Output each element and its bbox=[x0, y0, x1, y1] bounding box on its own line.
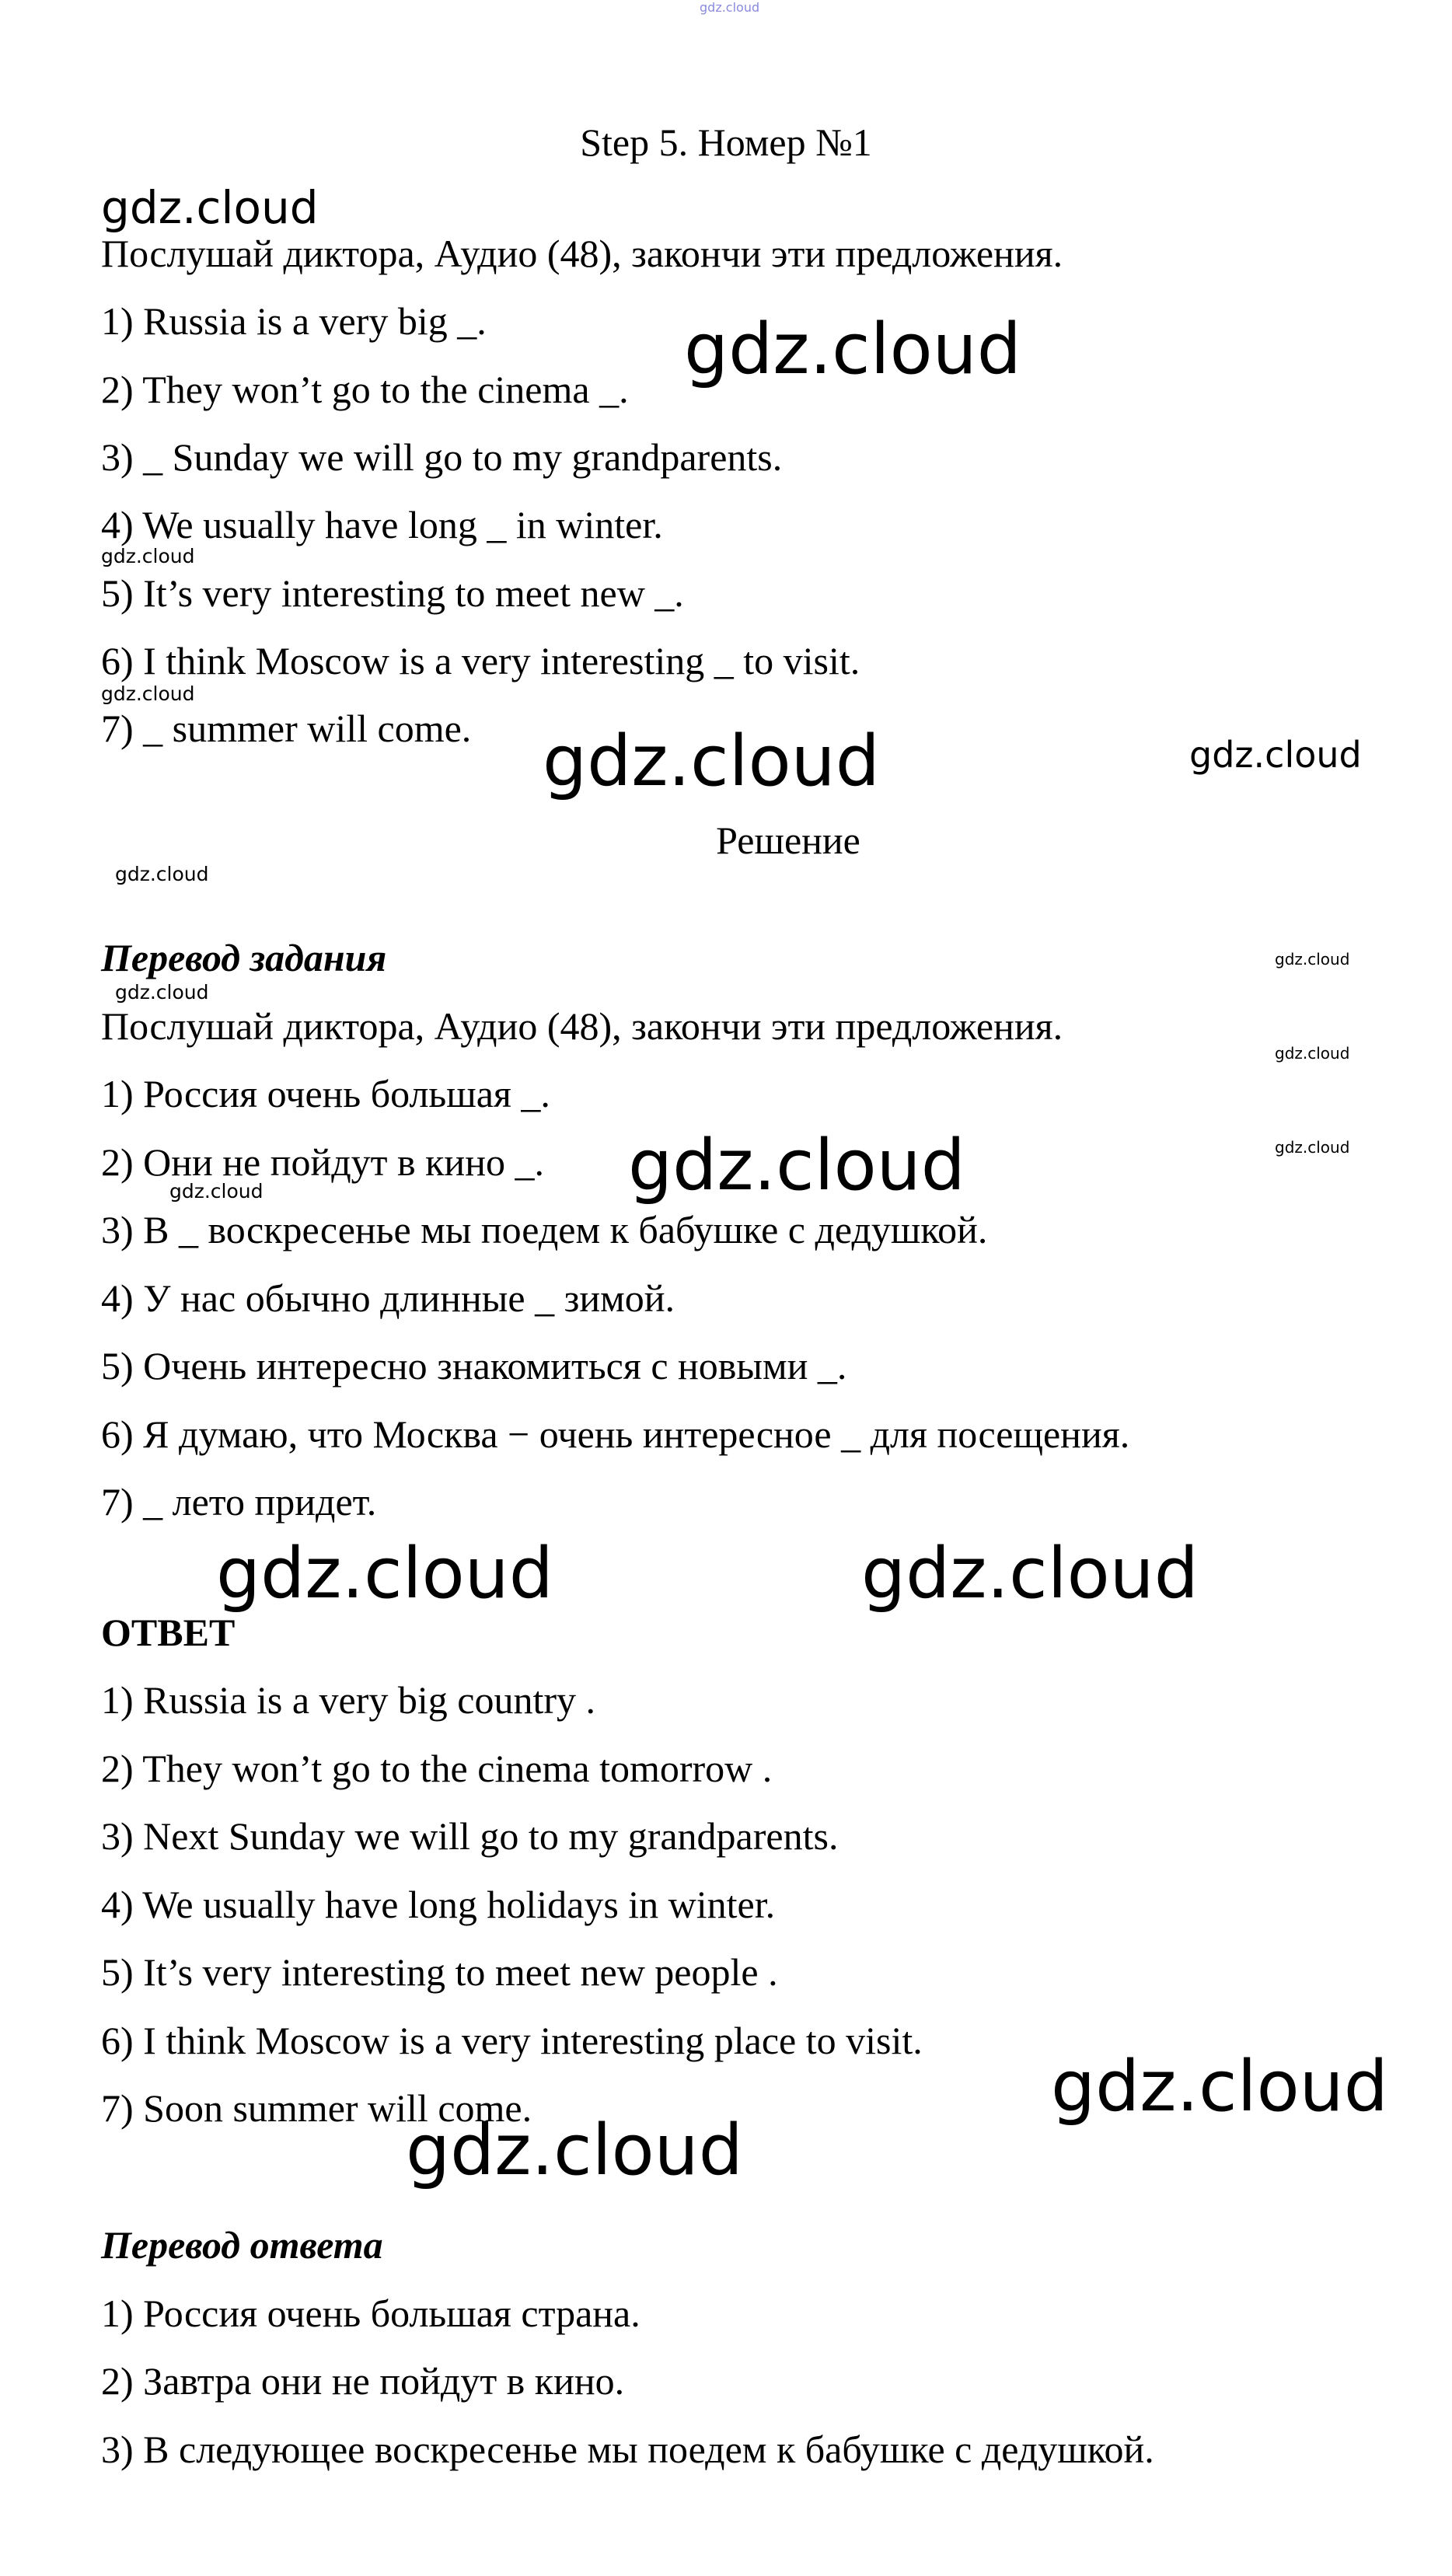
answer-item: 4) We usually have long holidays in winter. bbox=[101, 1883, 776, 1926]
answer-item: 5) It’s very interesting to meet new people . bbox=[101, 1950, 778, 1994]
translation-item: 4) У нас обычно длинные _ зимой. bbox=[101, 1276, 675, 1320]
translation-heading: Перевод задания bbox=[101, 936, 387, 979]
answer-translation-item: 2) Завтра они не пойдут в кино. bbox=[101, 2359, 625, 2403]
page-title: Step 5. Номер №1 bbox=[580, 120, 872, 164]
watermark: gdz.cloud bbox=[169, 1180, 264, 1202]
translation-item: 7) _ лето придет. bbox=[101, 1480, 377, 1524]
translation-instruction: Послушай диктора, Аудио (48), закончи эти предложения. bbox=[101, 1004, 1063, 1048]
watermark: gdz.cloud bbox=[406, 2110, 743, 2191]
watermark: gdz.cloud bbox=[1051, 2046, 1388, 2127]
watermark: gdz.cloud bbox=[543, 721, 880, 802]
task-instruction: Послушай диктора, Аудио (48), закончи эти предложения. bbox=[101, 232, 1063, 275]
watermark: gdz.cloud bbox=[1189, 734, 1362, 776]
translation-item: 3) В _ воскресенье мы поедем к бабушке с дедушкой. bbox=[101, 1208, 988, 1251]
answer-heading: ОТВЕТ bbox=[101, 1611, 236, 1654]
watermark: gdz.cloud bbox=[216, 1533, 553, 1614]
watermark: gdz.cloud bbox=[1275, 1138, 1350, 1157]
answer-item: 6) I think Moscow is a very interesting place to visit. bbox=[101, 2019, 923, 2062]
answer-item: 1) Russia is a very big country . bbox=[101, 1678, 596, 1722]
watermark: gdz.cloud bbox=[1275, 950, 1350, 969]
task-item: 6) I think Moscow is a very interesting _ to visit. bbox=[101, 639, 860, 682]
answer-item: 7) Soon summer will come. bbox=[101, 2086, 532, 2130]
answer-translation-item: 1) Россия очень большая страна. bbox=[101, 2292, 640, 2335]
answer-item: 3) Next Sunday we will go to my grandparents. bbox=[101, 1814, 839, 1858]
watermark: gdz.cloud bbox=[684, 309, 1021, 390]
task-item: 5) It’s very interesting to meet new _. bbox=[101, 571, 684, 615]
watermark: gdz.cloud bbox=[861, 1533, 1199, 1614]
watermark: gdz.cloud bbox=[1275, 1044, 1350, 1063]
task-item: 2) They won’t go to the cinema _. bbox=[101, 368, 629, 411]
watermark: gdz.cloud bbox=[115, 863, 209, 885]
answer-item: 2) They won’t go to the cinema tomorrow . bbox=[101, 1747, 773, 1790]
translation-item: 2) Они не пойдут в кино _. bbox=[101, 1140, 544, 1184]
task-item: 4) We usually have long _ in winter. bbox=[101, 503, 663, 546]
solution-label: Решение bbox=[716, 819, 860, 862]
watermark: gdz.cloud bbox=[101, 181, 319, 234]
watermark: gdz.cloud bbox=[628, 1125, 965, 1206]
task-item: 1) Russia is a very big _. bbox=[101, 299, 487, 343]
watermark: gdz.cloud bbox=[115, 981, 209, 1004]
watermark: gdz.cloud bbox=[101, 545, 195, 567]
task-item: 3) _ Sunday we will go to my grandparents. bbox=[101, 435, 783, 479]
answer-translation-item: 3) В следующее воскресенье мы поедем к бабушке с дедушкой. bbox=[101, 2428, 1154, 2471]
watermark-top: gdz.cloud bbox=[700, 0, 760, 15]
watermark: gdz.cloud bbox=[101, 682, 195, 705]
task-item: 7) _ summer will come. bbox=[101, 707, 472, 750]
answer-translation-heading: Перевод ответа bbox=[101, 2223, 383, 2267]
translation-item: 6) Я думаю, что Москва − очень интересное _ для посещения. bbox=[101, 1412, 1130, 1456]
translation-item: 1) Россия очень большая _. bbox=[101, 1072, 550, 1115]
translation-item: 5) Очень интересно знакомиться с новыми _. bbox=[101, 1344, 847, 1387]
